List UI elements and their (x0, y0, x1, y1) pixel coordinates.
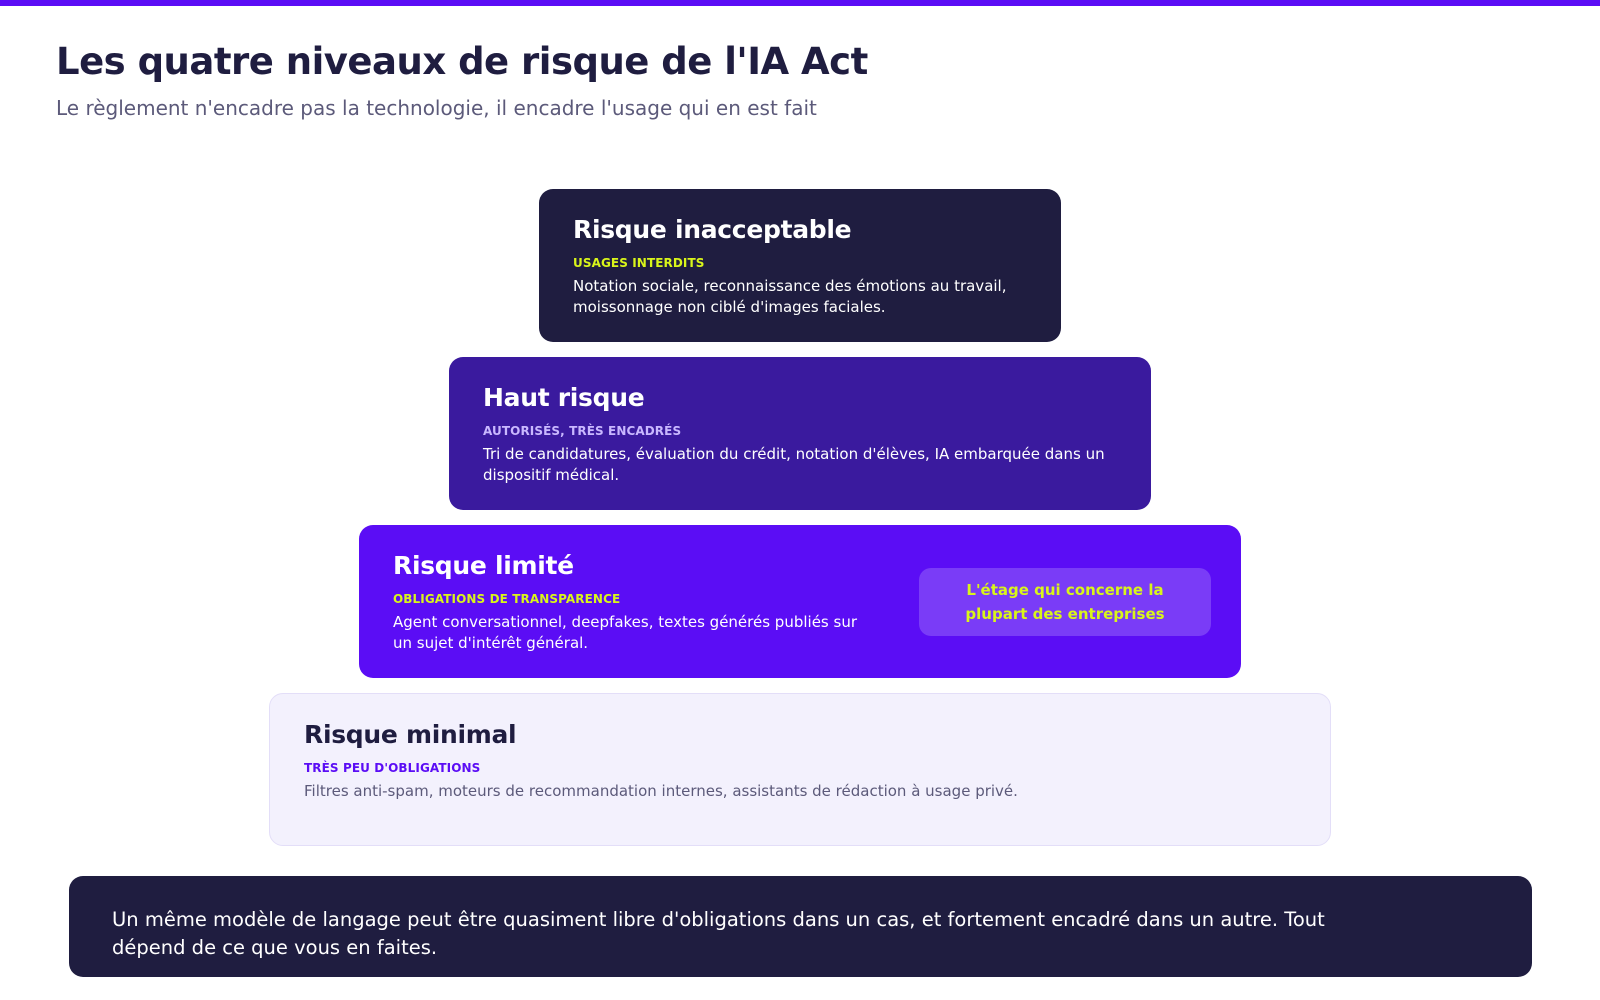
tier-title: Risque inacceptable (573, 215, 852, 244)
tier-text (393, 551, 873, 654)
top-accent-bar (0, 0, 1600, 6)
conclusion-banner (69, 876, 1532, 977)
tier-tag: TRÈS PEU D'OBLIGATIONS (304, 761, 481, 775)
highlight-badge-label: L'étage qui concerne la plupart des entreprises (965, 581, 1165, 623)
tier-title: Risque limité (393, 551, 574, 580)
tier-description: Filtres anti-spam, moteurs de recommandation internes, assistants de rédaction à usage privé. (304, 782, 1018, 800)
conclusion-text: Un même modèle de langage peut être quasiment libre d'obligations dans un cas, et fortement encadré dans un autre. Tout dépend de ce que vous en faites. (112, 908, 1325, 959)
tier-tag: OBLIGATIONS DE TRANSPARENCE (393, 592, 621, 606)
page-subtitle: Le règlement n'encadre pas la technologie, il encadre l'usage qui en est fait (56, 96, 817, 120)
tier-text (573, 215, 1027, 318)
tier-title: Risque minimal (304, 720, 517, 749)
highlight-badge (919, 568, 1211, 636)
tier-text (304, 720, 1296, 802)
tier-minimal-risk (269, 693, 1331, 846)
tier-unacceptable-risk (539, 189, 1061, 342)
tier-description: Tri de candidatures, évaluation du crédit, notation d'élèves, IA embarquée dans un dispositif médical. (483, 445, 1105, 484)
tier-description: Agent conversationnel, deepfakes, textes générés publiés sur un sujet d'intérêt général. (393, 613, 857, 652)
tier-title: Haut risque (483, 383, 645, 412)
tier-text (483, 383, 1117, 486)
tier-description: Notation sociale, reconnaissance des émotions au travail, moissonnage non ciblé d'images faciales. (573, 277, 1007, 316)
page-title: Les quatre niveaux de risque de l'IA Act (56, 40, 868, 83)
tier-high-risk (449, 357, 1151, 510)
tier-tag: AUTORISÉS, TRÈS ENCADRÉS (483, 424, 682, 438)
tier-tag: USAGES INTERDITS (573, 256, 705, 270)
tier-limited-risk (359, 525, 1241, 678)
